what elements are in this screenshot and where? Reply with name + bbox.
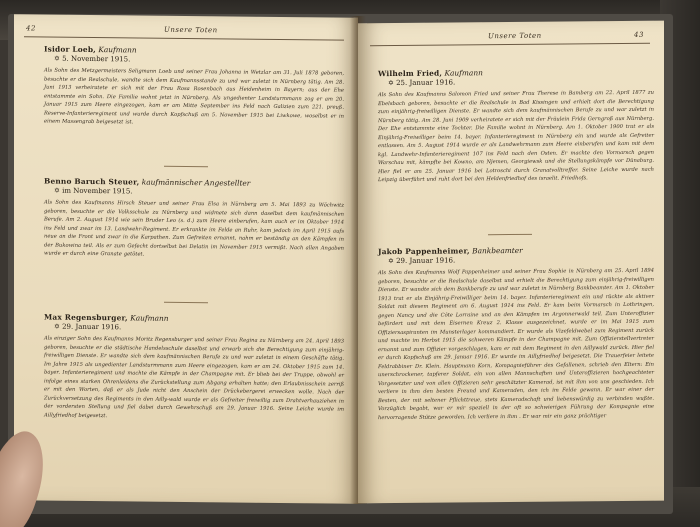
biography-text: Als Sohn des Metzgermeisters Seligmann Loeb und seiner Frau Johanna in Wetzlar am 31. Juli 1878 geboren, besuchte er die Realschule, wandte sich dem Kaufmannsstande zu und war zuletzt in Nürnberg tätig. Am 28. Juni 1913 verheiratete er sich mit der Frau Rosa Rosenbach aus Heidenheim in Bayern; aus der Ehe entstammte ein Sohn. Die Familie wohnt jetzt in Nürnberg. Als ungedienter Landsturmmann zog er am 20. Januar 1915 zum Heere eingezogen, kam er am Mitte September ins Feld nach Galizien zum 221. preuß. Reserve-Infanterieregiment und wurde durch Kopfschuß am 5. November 1915 bei Liwkowe, woselbst er in einem Massengrab beigesetzt ist.	[44, 67, 344, 126]
biography-text: Als Sohn des Kaufmanns Wolf Pappenheimer und seiner Frau Sophie in Nürnberg am 25. April 1894 geboren, besuchte er die Realschule daselbst und erhielt die Berechtigung zum einjährig-freiwilligen Dienste. Er wandte sich dem Bankberufe zu und war zuletzt in Nürnberg Bankbeamter. Am 1. Oktober 1913 trat er als Einjährig-Freiwilliger beim 14. bayer. Infanterieregiment ein und rückte als aktiver Soldat mit diesem Regiment am 6. August 1914 ins Feld. Er kam beim Vormarsch in Lothringen, gegen Nancy und die Côte Lorraine und an den Kämpfen im Argonnerwald teil. Zum Unteroffizier befördert und mit dem Eisernen Kreuz 2. Klasse ausgezeichnet, wurde er im Mai 1915 zum Offiziersaspiranten im Munsterlager kommandiert. Er wurde als Vizefeldwebel zum Regiment zurück und machte im Herbst 1915 die schweren Kämpfe in der Champagne mit. Zum Offizierstellvertreter ernannt und zum Offizier vorgeschlagen, kam er mit dem Regiment in den Aillywald zurück. Hier fiel er durch Kopfschuß am 29. Januar 1916. Er wurde im Aillyfriedhof beigesetzt. Die Trauerfeier leitete Feldrabbiner Dr. Klein. Hauptmann Korn, Kompagnieführer des Gefallenen, schrieb den Eltern: Ein unerschrockener, tapferer Soldat, ein von allen Mannschaften und Unteroffizieren hochgeachteter Vorgesetzter und von allen Offizieren sehr geschätzter Kamerad, ist mit ihm von uns geschieden. Ich verliere in ihm den besten Freund und Kameraden, den ich im Felde gewann. Er war einer der Besten, der mit seltener Pflichttreue, stets Kameradschaft und liebenswürdig zu verbinden wußte. Vorzüglich begabt, war er mir speziell in der oft so schwierigen Führung der Kompagnie eine hervorragende Stütze geworden. Ich verliere in ihm . Er war mir ein ganz prächtiger	[378, 267, 654, 421]
page-number: 43	[634, 30, 644, 39]
running-head: Unsere Toten	[164, 25, 218, 35]
right-page	[358, 21, 664, 504]
death-date: ✡ 5. November 1915.	[54, 54, 131, 64]
header-rule	[370, 43, 650, 46]
page-number: 42	[26, 24, 36, 33]
person-name: Isidor Loeb,	[44, 44, 96, 55]
biography-text: Als einziger Sohn des Kaufmanns Moritz Regensburger und seiner Frau Regina zu Nürnberg am 24. April 1893 geboren, besuchte er die städtische Handelsschule daselbst und erwarb sich die Berechtigung zum einjährig-freiwilligen Dienste. Er wandte sich dem kaufmännischen Berufe zu und war zuletzt in einem Geschäfte tätig. Im Jahre 1915 als ungedienter Landsturmmann zum Heere eingezogen, kam er am 24. Oktober 1915 zum 14. bayer. Infanterieregiment und machte die Kämpfe in der Champagne mit. Er blieb bei der Truppe, obwohl er infolge eines starken Ohrenleidens die Zurückstellung zum Abgang erhalten hatte; den Erlaubnisschein zerriß er mit den Worten, daß er als Jude nicht den Anschein der Drückebergerei erwecken wolle. Nach der Zurückversetzung des Regiments in den Ailly-wald wurde er als Gefreiter freiwillig zum Drahtverhauziehen in der vordersten Stellung und fiel dabei durch Gewehrschuß am 29. Januar 1916. Seine Leiche wurde im Aillyfriedhof beigesetzt.	[44, 335, 344, 419]
section-divider	[164, 166, 208, 167]
person-name: Benno Baruch Steuer,	[44, 176, 140, 187]
obituary-entry	[378, 67, 654, 185]
death-date: ✡ 25. Januar 1916.	[388, 78, 456, 88]
section-divider	[164, 302, 208, 303]
obituary-entry	[44, 45, 344, 130]
left-page	[14, 14, 358, 504]
person-profession: Kaufmann	[444, 68, 483, 78]
person-profession: Bankbeamter	[472, 245, 523, 256]
obituary-entry	[378, 245, 654, 422]
obituary-entry	[44, 177, 344, 262]
death-date: ✡ im November 1915.	[54, 186, 133, 196]
death-date: ✡ 29. Januar 1916.	[54, 322, 122, 332]
section-divider	[488, 234, 532, 235]
person-profession: Kaufmann	[98, 45, 137, 55]
person-name: Jakob Pappenheimer,	[378, 246, 470, 257]
header-rule	[24, 36, 344, 40]
person-name: Max Regensburger,	[44, 312, 128, 323]
person-name: Wilhelm Fried,	[378, 68, 443, 79]
biography-text: Als Sohn des Kaufmanns Hirsch Steuer und seiner Frau Elsa in Nürnberg am 5. Mai 1893 zu Wöchwitz geboren, besuchte er die Volksschule zu Nürnberg und widmete sich dann daselbst dem kaufmännischen Berufe. Am 2. August 1914 wie sein Bruder Leo (s. d.) zum Heere einberufen, kam auch er im Oktober 1914 ins Feld und zwar im 13. Landwehr-Regiment. Er erkrankte im Felde an Ruhr, kam jedoch im April 1915 aufs neue an die Front und zwar in die Karpathen. Zum Gefreiten ernannt, nahm er beständig an den Kämpfen in der Bukowina teil. Als er zum Gefecht dortselbst bei Delatin im November 1915 vermißt. Nach allen Angaben wurde er durch eine Granate getötet.	[44, 199, 344, 258]
person-profession: Kaufmann	[130, 313, 169, 323]
obituary-entry	[44, 313, 344, 423]
running-head: Unsere Toten	[488, 31, 542, 41]
person-profession: kaufmännischer Angestellter	[141, 177, 251, 188]
biography-text: Als Sohn des Kaufmanns Salomon Fried und seiner Frau Therese in Bamberg am 22. April 1877 zu Ebelsbach geboren, besuchte er die Realschule in Bad Kissingen und erhielt dort die Berechtigung zum einjährig-freiwilligen Dienste. Er wandte sich dem kaufmännischen Berufe zu und war zuletzt in Nürnberg tätig. Am 28. Juni 1909 verheiratete er sich mit der Fräulein Frida Gerngroß aus Nürnberg. Der Ehe entstammte eine Tochter. Die Familie wohnt in Nürnberg. Am 1. Oktober 1900 trat er als Einjährig-Freiwilliger beim 14. bayer. Infanterieregiment in Nürnberg ein und wurde als Gefreiter entlassen. Am 5. August 1914 wurde er als Landwehrmann zum Heere einberufen und kam mit dem kgl. Landwehr-Infanterieregiment 107 ins Feld nach den Osten. Er machte den Vormarsch gegen Warschau mit, kämpfte bei Kowno, am Njemen, Georgiewsk und die Stellungskämpfe vor Dünaburg. Hier fiel er am 25. Januar 1916 bei Lotroschi durch Granatvolltreffer. Seine Leiche wurde nach Leipzig überführt und ruht dort bei den Heldenfriedhof des israelit. Friedhofs.	[378, 89, 654, 184]
death-date: ✡ 29. Januar 1916.	[388, 256, 456, 266]
